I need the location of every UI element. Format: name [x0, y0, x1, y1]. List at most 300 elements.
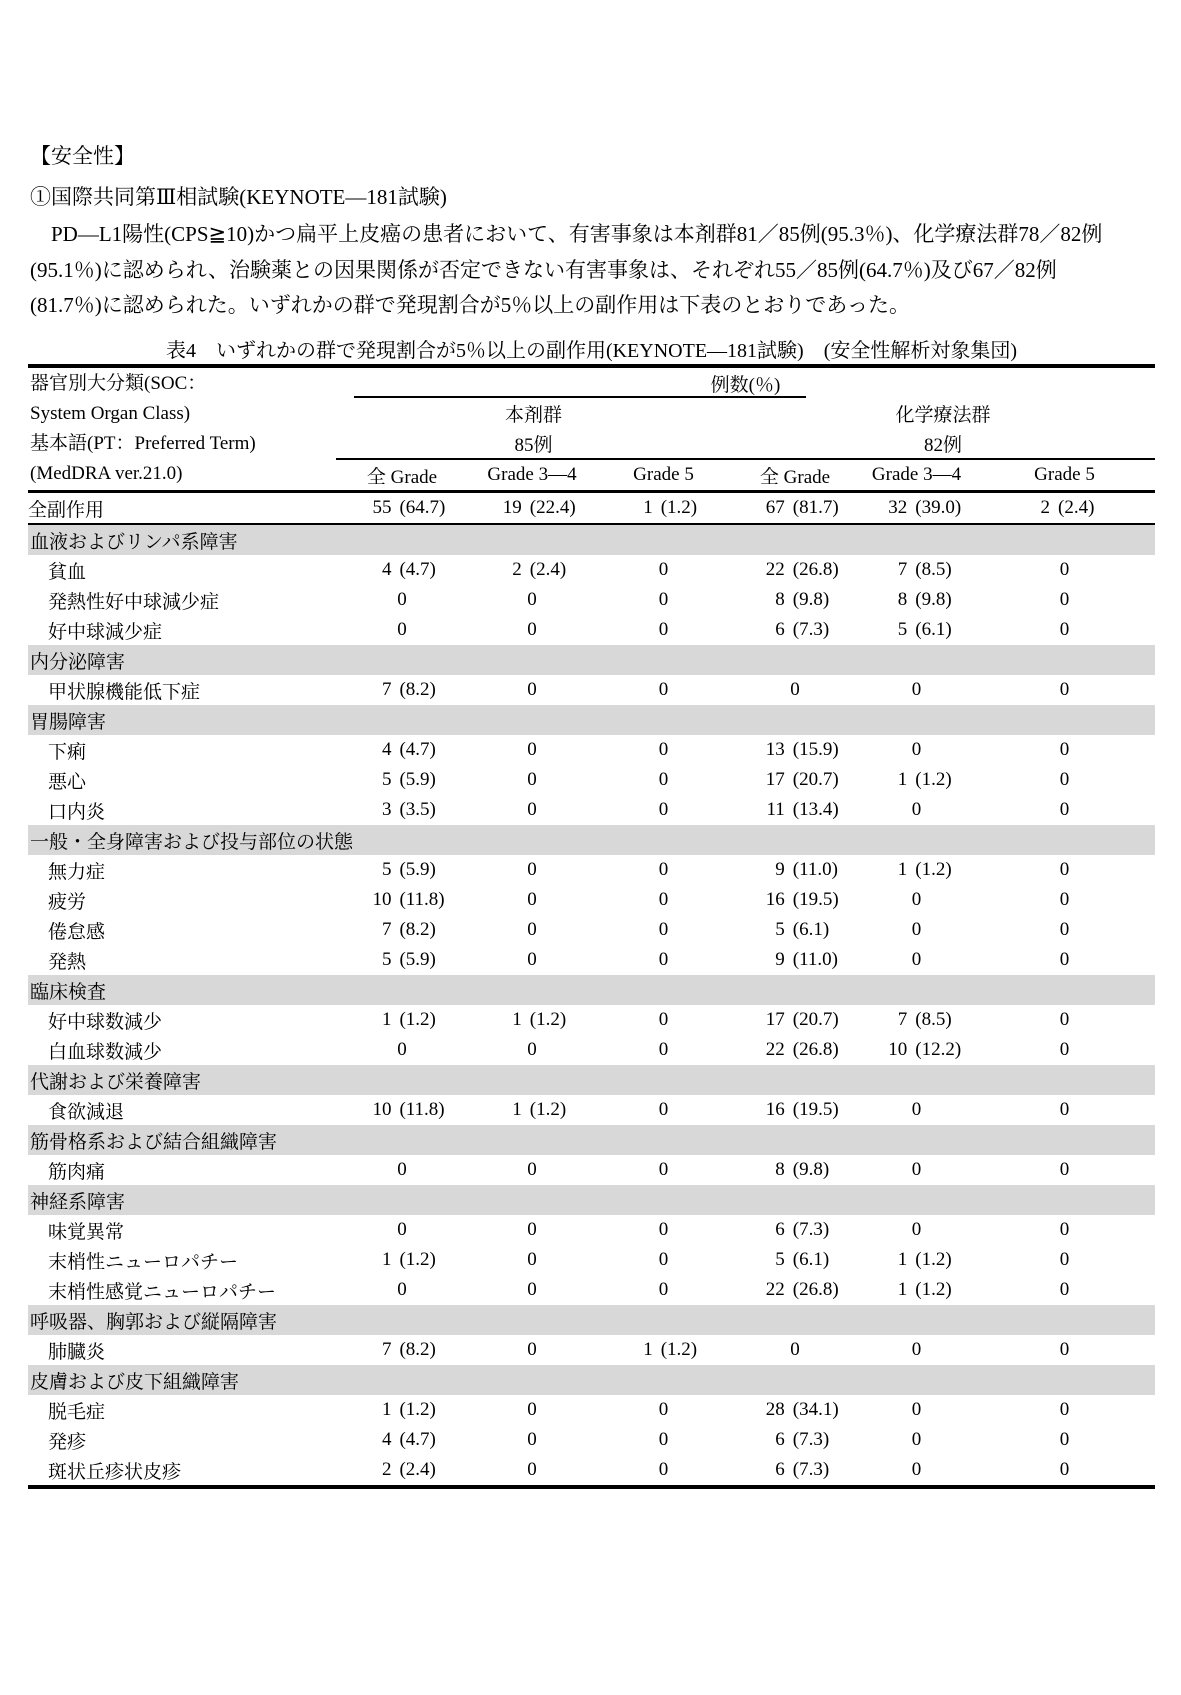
value-cell [731, 1395, 859, 1425]
percent-value: (7.3) [792, 1459, 830, 1480]
percent-value: (7.3) [792, 1219, 830, 1240]
group-n-drug: 85例 [336, 428, 731, 459]
count-value: 4 [381, 739, 392, 760]
count-value: 0 [527, 1459, 537, 1480]
value-cell-zero [468, 1215, 596, 1245]
value-cell-zero [974, 885, 1155, 915]
value-cell [336, 1335, 468, 1365]
count-value: 0 [527, 1159, 537, 1180]
percent-value: (11.0) [792, 949, 838, 970]
count-value: 0 [790, 1339, 800, 1360]
soc-header-line: 器官別大分類(SOC： [30, 373, 207, 394]
count-value: 8 [775, 589, 785, 610]
percent-value: (9.8) [792, 589, 830, 610]
value-cell [336, 1245, 468, 1275]
count-value: 0 [658, 1459, 669, 1480]
row-label: 下痢 [48, 741, 87, 763]
count-value: 0 [1059, 949, 1070, 970]
percent-value: (11.8) [399, 889, 445, 910]
soc-banner-label: 皮膚および皮下組織障害 [28, 1365, 1155, 1395]
percent-value: (2.4) [529, 559, 567, 580]
count-value: 0 [397, 619, 407, 640]
value-cell [731, 1095, 859, 1125]
table-row-pt [28, 855, 1155, 885]
count-value: 0 [397, 589, 407, 610]
count-value: 1 [897, 1279, 908, 1300]
value-cell [859, 1005, 974, 1035]
value-cell [731, 915, 859, 945]
table-row-pt [28, 735, 1155, 765]
value-cell [859, 492, 974, 525]
count-value: 0 [1059, 619, 1070, 640]
table-caption: 表4 いずれかの群で発現割合が5％以上の副作用(KEYNOTE—181試験) (安全性解析対象集団) [165, 340, 1018, 362]
count-value: 7 [381, 679, 392, 700]
grade-col-header: 全 Grade [336, 459, 468, 492]
soc-banner-label: 胃腸障害 [28, 705, 1155, 735]
value-cell [731, 885, 859, 915]
value-cell [731, 765, 859, 795]
count-value: 0 [911, 739, 922, 760]
row-label: 末梢性感覚ニューロパチー [48, 1281, 277, 1303]
table-row-soc [28, 825, 1155, 855]
value-cell-zero [596, 1035, 731, 1065]
percent-value: (39.0) [915, 497, 962, 518]
percent-value: (13.4) [792, 799, 839, 820]
value-cell-zero [596, 1455, 731, 1487]
percent-value: (4.7) [399, 1429, 436, 1450]
count-value: 0 [1059, 679, 1070, 700]
row-label: 発熱性好中球減少症 [48, 591, 220, 613]
count-value: 10 [888, 1039, 908, 1060]
table-row-soc [28, 1305, 1155, 1335]
value-cell-zero [468, 915, 596, 945]
row-label: 味覚異常 [48, 1221, 125, 1243]
percent-value: (1.2) [399, 1009, 436, 1030]
value-cell-zero [468, 1395, 596, 1425]
value-cell-zero [596, 555, 731, 585]
value-cell [596, 1335, 731, 1365]
percent-value: (1.2) [660, 497, 698, 518]
count-value: 1 [897, 859, 908, 880]
value-cell-zero [974, 555, 1155, 585]
count-value: 17 [765, 1009, 785, 1030]
count-value: 0 [658, 769, 669, 790]
count-value: 0 [911, 1219, 922, 1240]
count-value: 0 [658, 739, 669, 760]
value-cell-zero [596, 885, 731, 915]
value-cell-zero [859, 1095, 974, 1125]
value-cell [731, 735, 859, 765]
value-cell-zero [596, 855, 731, 885]
count-value: 0 [911, 949, 922, 970]
count-value: 0 [527, 859, 537, 880]
count-value: 67 [765, 497, 785, 518]
count-value: 7 [897, 1009, 908, 1030]
count-value: 0 [658, 589, 669, 610]
paragraph-line: (95.1％)に認められ、治験薬との因果関係が否定できない有害事象は、それぞれ55／85例(64.7％)及び67／82例 [30, 257, 1057, 282]
value-cell-zero [468, 615, 596, 645]
count-value: 0 [527, 889, 537, 910]
percent-value: (20.7) [792, 1009, 839, 1030]
count-value: 1 [381, 1399, 392, 1420]
count-value: 1 [643, 497, 653, 518]
soc-banner-label: 筋骨格系および結合組織障害 [28, 1125, 1155, 1155]
percent-value: (3.5) [399, 799, 436, 820]
value-cell-zero [974, 915, 1155, 945]
soc-header-line: System Organ Class) [30, 403, 191, 424]
table-row-soc [28, 1065, 1155, 1095]
count-value: 1 [512, 1009, 522, 1030]
value-cell-zero [974, 1455, 1155, 1487]
value-cell-zero [974, 765, 1155, 795]
value-cell-zero [731, 1335, 859, 1365]
row-label: 全副作用 [28, 492, 336, 525]
table-row-soc [28, 1125, 1155, 1155]
count-value: 8 [897, 589, 908, 610]
count-value: 28 [765, 1399, 785, 1420]
count-value: 0 [658, 1159, 669, 1180]
count-value: 0 [658, 949, 669, 970]
soc-banner-label: 呼吸器、胸郭および縦隔障害 [28, 1305, 1155, 1335]
value-cell-zero [596, 1215, 731, 1245]
percent-value: (81.7) [792, 497, 839, 518]
count-value: 13 [765, 739, 785, 760]
table-row-soc [28, 975, 1155, 1005]
row-label: 疲労 [48, 891, 87, 913]
count-value: 1 [381, 1009, 392, 1030]
value-cell [596, 492, 731, 525]
value-cell-zero [974, 1155, 1155, 1185]
count-value: 2 [381, 1459, 392, 1480]
value-cell-zero [596, 1275, 731, 1305]
percent-value: (19.5) [792, 1099, 839, 1120]
count-value: 0 [527, 919, 537, 940]
table-row-pt [28, 1215, 1155, 1245]
value-cell-zero [468, 1035, 596, 1065]
soc-banner-label: 臨床検査 [28, 975, 1155, 1005]
percent-value: (1.2) [399, 1249, 436, 1270]
percent-value: (22.4) [529, 497, 576, 518]
count-value: 5 [381, 949, 392, 970]
group-header-drug: 本剤群 [504, 404, 562, 426]
row-label: 脱毛症 [48, 1401, 106, 1423]
value-cell-zero [974, 1005, 1155, 1035]
value-cell [859, 585, 974, 615]
count-value: 4 [381, 1429, 392, 1450]
count-value: 0 [658, 1279, 669, 1300]
count-value: 3 [381, 799, 392, 820]
table-row-pt [28, 555, 1155, 585]
value-cell-zero [974, 585, 1155, 615]
count-value: 0 [527, 1339, 537, 1360]
count-value: 8 [775, 1159, 785, 1180]
value-cell-zero [596, 1245, 731, 1275]
count-value: 0 [527, 589, 537, 610]
value-cell-zero [468, 1455, 596, 1487]
percent-value: (11.8) [399, 1099, 445, 1120]
count-value: 0 [527, 619, 537, 640]
count-value: 0 [911, 1099, 922, 1120]
table-row-pt [28, 945, 1155, 975]
row-label: 食欲減退 [48, 1101, 125, 1123]
count-value: 22 [765, 1279, 785, 1300]
count-value: 0 [658, 1429, 669, 1450]
percent-value: (11.0) [792, 859, 838, 880]
count-value: 0 [658, 919, 669, 940]
value-cell-zero [974, 1095, 1155, 1125]
percent-value: (1.2) [529, 1099, 567, 1120]
percent-value: (5.9) [399, 949, 436, 970]
count-value: 0 [658, 1249, 669, 1270]
row-label: 斑状丘疹状皮疹 [48, 1461, 182, 1483]
percent-value: (1.2) [915, 1249, 952, 1270]
percent-value: (1.2) [529, 1009, 567, 1030]
value-cell-zero [859, 735, 974, 765]
value-cell-zero [731, 675, 859, 705]
row-label: 悪心 [48, 771, 87, 793]
row-label: 無力症 [48, 861, 106, 883]
percent-value: (5.9) [399, 769, 436, 790]
row-label: 白血球数減少 [48, 1041, 163, 1063]
table-row-pt [28, 1005, 1155, 1035]
value-cell-zero [468, 765, 596, 795]
percent-value: (15.9) [792, 739, 839, 760]
value-cell-zero [859, 1425, 974, 1455]
count-value: 10 [372, 889, 392, 910]
value-cell [731, 1455, 859, 1487]
paragraph-line: (81.7％)に認められた。いずれかの群で発現割合が5％以上の副作用は下表のとおりであった。 [30, 293, 911, 317]
row-label: 口内炎 [48, 801, 106, 823]
value-cell-zero [468, 855, 596, 885]
value-cell-zero [859, 885, 974, 915]
table-row-pt [28, 1275, 1155, 1305]
value-cell-zero [859, 675, 974, 705]
count-value: 4 [381, 559, 392, 580]
count-value: 0 [658, 1399, 669, 1420]
table-row-pt [28, 1035, 1155, 1065]
value-cell-zero [468, 885, 596, 915]
count-value: 6 [775, 1219, 785, 1240]
table-row-pt [28, 1245, 1155, 1275]
count-value: 0 [911, 1429, 922, 1450]
percent-value: (12.2) [915, 1039, 962, 1060]
count-value: 0 [1059, 889, 1070, 910]
count-value: 0 [1059, 1459, 1070, 1480]
value-cell [859, 1275, 974, 1305]
count-value: 0 [911, 1459, 922, 1480]
value-cell [859, 615, 974, 645]
percent-value: (26.8) [792, 1039, 839, 1060]
value-cell-zero [859, 1155, 974, 1185]
value-cell-zero [974, 1335, 1155, 1365]
count-value: 0 [1059, 1279, 1070, 1300]
count-value: 0 [1059, 1339, 1070, 1360]
value-cell [336, 885, 468, 915]
count-value: 0 [397, 1039, 407, 1060]
table-row-pt [28, 1395, 1155, 1425]
count-value: 0 [1059, 1099, 1070, 1120]
value-cell-zero [336, 1215, 468, 1245]
count-value: 0 [1059, 1399, 1070, 1420]
value-cell [731, 1155, 859, 1185]
value-cell [731, 855, 859, 885]
row-label: 好中球数減少 [48, 1011, 163, 1033]
table-row-soc [28, 645, 1155, 675]
count-value: 1 [897, 769, 908, 790]
group-header-chemo: 化学療法群 [895, 404, 991, 426]
percent-value: (26.8) [792, 559, 839, 580]
adverse-reactions-table [28, 364, 1155, 1489]
count-value: 0 [1059, 919, 1070, 940]
value-cell-zero [974, 1425, 1155, 1455]
table-row-pt [28, 765, 1155, 795]
value-cell [731, 1245, 859, 1275]
table-row-soc [28, 524, 1155, 555]
count-value: 0 [911, 799, 922, 820]
value-cell-zero [468, 1245, 596, 1275]
value-cell-zero [468, 1275, 596, 1305]
count-value: 0 [1059, 739, 1070, 760]
row-label: 発熱 [48, 951, 87, 973]
grade-col-header: Grade 5 [596, 459, 731, 492]
value-cell [336, 795, 468, 825]
count-value: 7 [381, 1339, 392, 1360]
count-value: 22 [765, 559, 785, 580]
count-value: 0 [527, 739, 537, 760]
row-label: 好中球減少症 [48, 621, 163, 643]
count-value: 0 [527, 1249, 537, 1270]
count-value: 0 [1059, 1249, 1070, 1270]
value-cell-zero [974, 735, 1155, 765]
row-label: 末梢性ニューロパチー [48, 1251, 239, 1273]
count-value: 6 [775, 1429, 785, 1450]
grade-col-header: Grade 3—4 [468, 459, 596, 492]
count-value: 1 [643, 1339, 653, 1360]
count-value: 1 [381, 1249, 392, 1270]
value-cell [336, 555, 468, 585]
value-cell [336, 492, 468, 525]
percent-value: (8.5) [915, 1009, 952, 1030]
value-cell [731, 1425, 859, 1455]
count-value: 0 [658, 1219, 669, 1240]
value-cell [336, 1005, 468, 1035]
percent-value: (1.2) [915, 859, 952, 880]
soc-banner-label: 血液およびリンパ系障害 [28, 524, 1155, 555]
count-value: 6 [775, 619, 785, 640]
count-value: 0 [658, 799, 669, 820]
meddra-version-line: (MedDRA ver.21.0) [30, 463, 183, 484]
percent-value: (34.1) [792, 1399, 839, 1420]
value-cell [731, 585, 859, 615]
value-cell [336, 915, 468, 945]
value-cell [336, 765, 468, 795]
value-cell-zero [596, 1155, 731, 1185]
count-value: 0 [527, 1279, 537, 1300]
subsection-title: ①国際共同第Ⅲ相試験(KEYNOTE—181試験) [30, 185, 447, 209]
value-cell-zero [974, 615, 1155, 645]
value-cell-zero [596, 1095, 731, 1125]
percent-value: (1.2) [915, 769, 952, 790]
percent-value: (2.4) [399, 1459, 436, 1480]
value-cell [731, 945, 859, 975]
count-value: 0 [397, 1159, 407, 1180]
count-value: 0 [658, 1099, 669, 1120]
row-label: 筋肉痛 [48, 1161, 106, 1183]
percent-value: (64.7) [399, 497, 446, 518]
value-cell-zero [336, 615, 468, 645]
table-row-pt [28, 885, 1155, 915]
row-label-header [28, 366, 336, 492]
count-value: 1 [897, 1249, 908, 1270]
count-value: 0 [1059, 1159, 1070, 1180]
count-value: 5 [775, 919, 785, 940]
grade-col-header: 全 Grade [731, 459, 859, 492]
value-cell-zero [468, 585, 596, 615]
value-cell-zero [336, 585, 468, 615]
table-row-soc [28, 1365, 1155, 1395]
value-cell-zero [596, 675, 731, 705]
count-value: 0 [527, 769, 537, 790]
count-value: 7 [381, 919, 392, 940]
count-value: 0 [527, 1399, 537, 1420]
count-value: 0 [1059, 559, 1070, 580]
count-value: 5 [381, 769, 392, 790]
count-value: 22 [765, 1039, 785, 1060]
count-value: 16 [765, 889, 785, 910]
percent-value: (2.4) [1058, 497, 1095, 518]
value-cell-zero [596, 1395, 731, 1425]
percent-value: (6.1) [792, 1249, 830, 1270]
count-value: 0 [527, 1429, 537, 1450]
percent-value: (7.3) [792, 619, 830, 640]
count-value: 16 [765, 1099, 785, 1120]
value-cell [336, 1455, 468, 1487]
table-row-pt [28, 1155, 1155, 1185]
count-value: 0 [397, 1279, 407, 1300]
count-value: 0 [911, 679, 922, 700]
row-label: 倦怠感 [48, 921, 106, 943]
table-row-pt [28, 1095, 1155, 1125]
soc-banner-label: 内分泌障害 [28, 645, 1155, 675]
value-cell-zero [468, 735, 596, 765]
table-row-pt [28, 585, 1155, 615]
table-body [28, 492, 1155, 1488]
count-value: 0 [527, 1219, 537, 1240]
count-value: 5 [381, 859, 392, 880]
count-value: 0 [527, 799, 537, 820]
value-cell [336, 1395, 468, 1425]
value-cell-zero [468, 1155, 596, 1185]
value-cell-zero [974, 1245, 1155, 1275]
value-cell-zero [859, 1215, 974, 1245]
count-value: 0 [658, 1039, 669, 1060]
count-value: 0 [527, 1039, 537, 1060]
table-header [28, 366, 1155, 492]
value-cell-zero [336, 1275, 468, 1305]
count-value: 9 [775, 859, 785, 880]
count-value: 0 [658, 619, 669, 640]
percent-value: (26.8) [792, 1279, 839, 1300]
count-value: 2 [512, 559, 522, 580]
count-value: 0 [1059, 769, 1070, 790]
value-cell-zero [974, 1215, 1155, 1245]
count-value: 9 [775, 949, 785, 970]
percent-value: (5.9) [399, 859, 436, 880]
percent-value: (8.2) [399, 679, 436, 700]
table-row-pt [28, 675, 1155, 705]
count-value: 32 [888, 497, 908, 518]
value-cell [336, 1095, 468, 1125]
